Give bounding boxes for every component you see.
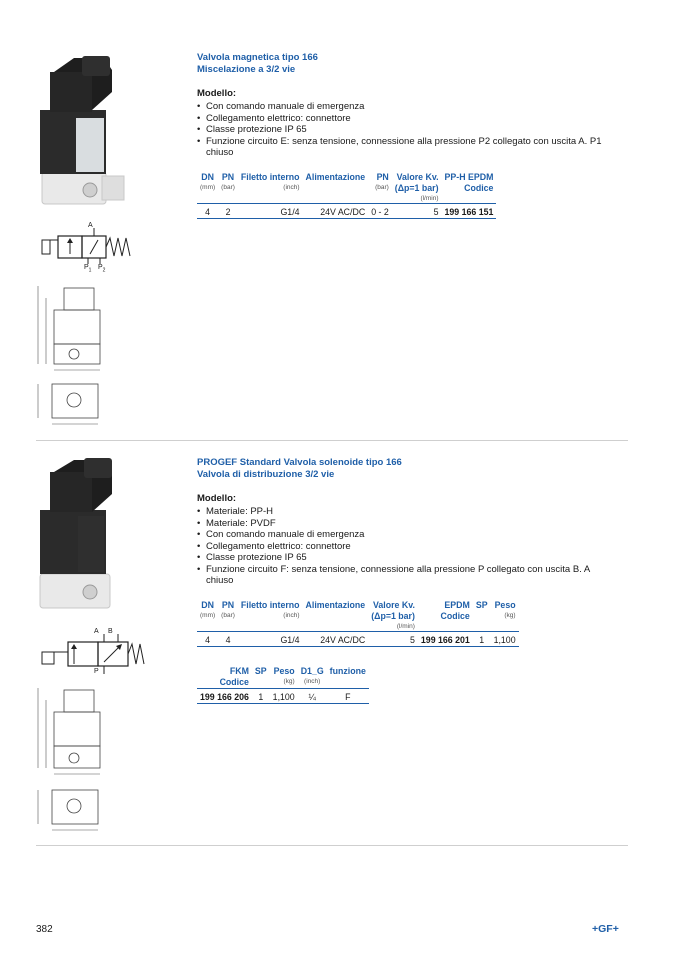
technical-drawing-top-2 — [34, 784, 114, 834]
feature-item: • Funzione circuito E: senza tensione, connessione alla pressione P2 collegato con uscita A. P1 — [197, 136, 627, 148]
port-label-p: P — [94, 668, 99, 675]
technical-drawing-side-2 — [34, 686, 114, 778]
section2-feature-list — [197, 506, 627, 575]
col-pn-range: PN (bar) — [375, 172, 389, 191]
feature-item-continuation: chiuso — [206, 147, 234, 158]
col-fkm-code: FKM Codice — [219, 666, 249, 687]
feature-item: • Collegamento elettrico: connettore — [197, 113, 627, 125]
port-label-p2: $P_2$ — [98, 264, 106, 274]
col-sp: SP — [254, 666, 267, 676]
section1-feature-list — [197, 101, 627, 147]
section-divider — [36, 845, 628, 846]
col-supply: Alimentazione — [305, 600, 366, 610]
col-function: funzione — [329, 666, 366, 676]
col-code: PP-H EPDM Codice — [444, 172, 494, 193]
feature-item: • Con comando manuale di emergenza — [197, 529, 627, 541]
technical-drawing-side-1 — [34, 284, 114, 374]
feature-item: • Funzione circuito F: senza tensione, connessione alla pressione P collegato con uscita B. A — [197, 564, 627, 576]
valve-photo-2 — [34, 456, 144, 616]
col-weight: Peso (kg) — [494, 600, 516, 619]
col-code: EPDM Codice — [440, 600, 470, 621]
page-number: 382 — [36, 924, 53, 935]
section2-title-line2: Valvola di distribuzione 3/2 vie — [197, 468, 335, 480]
table-row: 4 4 G1/4 24V AC/DC 5 199 166 201 1 1,100 — [197, 632, 519, 647]
port-label-b: B — [108, 628, 113, 635]
table-row: 199 166 206 1 1,100 ¼ F — [197, 689, 369, 704]
feature-item: • Con comando manuale di emergenza — [197, 101, 627, 113]
feature-item-continuation: chiuso — [206, 575, 234, 586]
section2-model-heading: Modello: — [197, 493, 237, 504]
port-label-p1: $P_1$ — [84, 264, 92, 274]
section1-title-line1: Valvola magnetica tipo 166 — [197, 52, 318, 63]
spec-table-2 — [197, 600, 519, 647]
col-weight: Peso (kg) — [273, 666, 295, 685]
col-kv: Valore Kv. (Δp=1 bar) (l/min) — [394, 172, 439, 202]
section1-title-line2: Miscelazione a 3/2 vie — [197, 63, 296, 75]
section1-title — [197, 52, 318, 75]
feature-item: • Classe protezione IP 65 — [197, 124, 627, 136]
feature-item: • Classe protezione IP 65 — [197, 552, 627, 564]
technical-drawing-top-1 — [34, 378, 114, 428]
col-dn: DN (mm) — [200, 600, 216, 619]
col-sp: SP — [475, 600, 488, 610]
feature-item: • Collegamento elettrico: connettore — [197, 541, 627, 553]
spec-table-1 — [197, 172, 496, 219]
col-thread: Filetto interno (inch) — [240, 172, 300, 191]
col-dn: DN (mm) — [200, 172, 216, 191]
col-d1g: D1_G (inch) — [300, 666, 324, 685]
spec-table-3 — [197, 666, 369, 704]
port-label-a: A — [88, 222, 93, 229]
col-supply: Alimentazione — [305, 172, 366, 182]
gf-logo: +GF+ — [592, 923, 619, 935]
port-label-a: A — [94, 628, 99, 635]
valve-symbol-2 — [38, 632, 148, 678]
col-pn: PN (bar) — [221, 600, 235, 619]
section2-title — [197, 457, 402, 480]
col-thread: Filetto interno (inch) — [240, 600, 300, 619]
col-kv: Valore Kv. (Δp=1 bar) (l/min) — [371, 600, 415, 630]
valve-photo-1 — [34, 52, 144, 212]
table-row: 4 2 G1/4 24V AC/DC 0 - 2 5 199 166 151 — [197, 204, 496, 219]
section1-model-heading: Modello: — [197, 88, 237, 99]
feature-item: • Materiale: PP-H — [197, 506, 627, 518]
section2-title-line1: PROGEF Standard Valvola solenoide tipo 166 — [197, 457, 402, 468]
section-divider — [36, 440, 628, 441]
col-pn: PN (bar) — [221, 172, 235, 191]
feature-item: • Materiale: PVDF — [197, 518, 627, 530]
